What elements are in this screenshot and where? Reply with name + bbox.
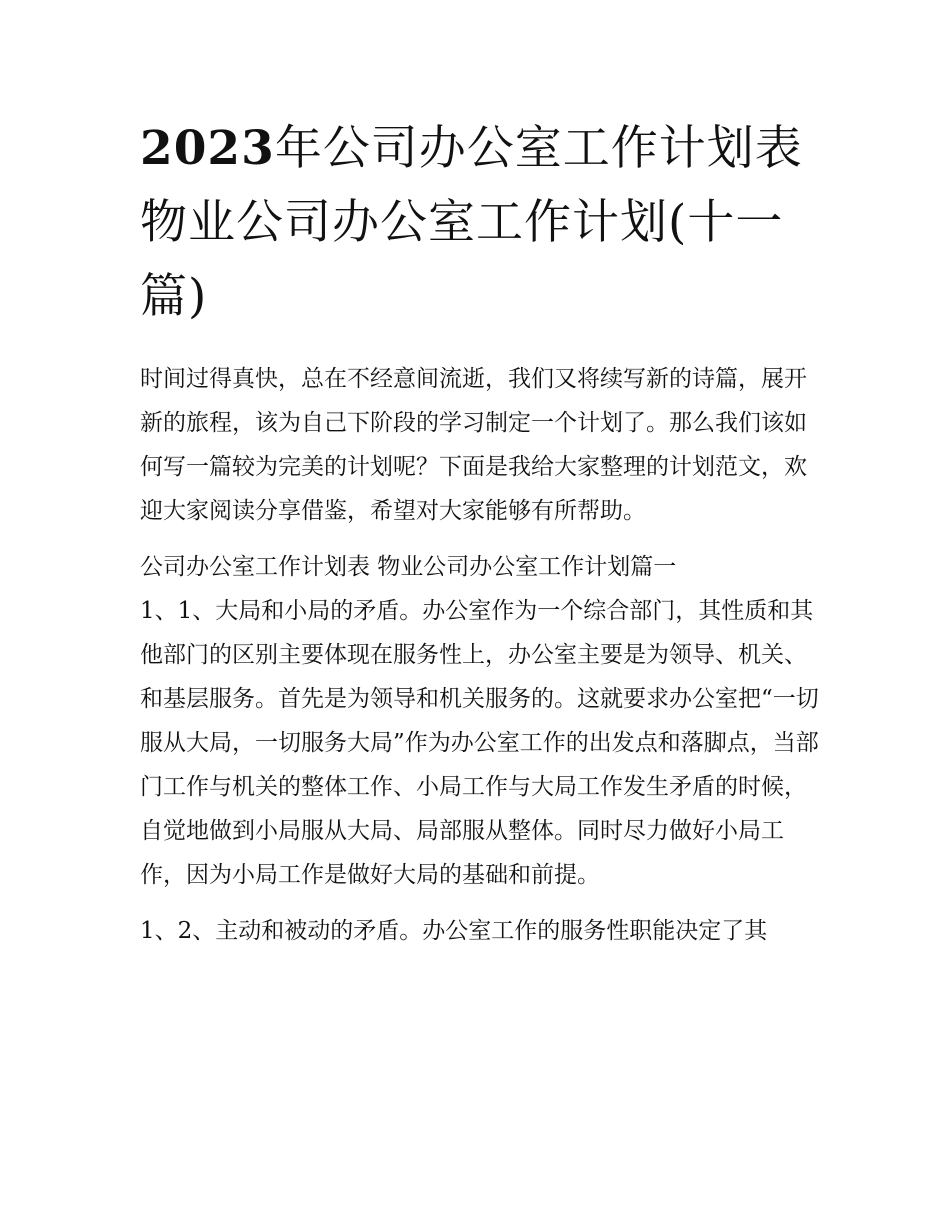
document-body — [140, 357, 820, 953]
item-paragraph-1: 1、1、大局和小局的矛盾。办公室作为一个综合部门，其性质和其他部门的区别主要体现在服务性上，办公室主要是为领导、机关、和基层服务。首先是为领导和机关服务的。这就要求办公室把“一切服从大局，一切服务大局”作为办公室工作的出发点和落脚点，当部门工作与机关的整体工作、小局工作与大局工作发生矛盾的时候，自觉地做到小局服从大局、局部服从整体。同时尽力做好小局工作，因为小局工作是做好大局的基础和前提。 — [140, 598, 819, 888]
title-text: 年公司办公室工作计划表物业公司办公室工作计划(十一篇) — [140, 121, 803, 324]
intro-paragraph: 时间过得真快，总在不经意间流逝，我们又将续写新的诗篇，展开新的旅程，该为自己下阶段的学习制定一个计划了。那么我们该如何写一篇较为完美的计划呢？下面是我给大家整理的计划范文，欢迎大家阅读分享借鉴，希望对大家能够有所帮助。 — [140, 366, 807, 524]
document-title — [140, 112, 820, 334]
section-heading: 公司办公室工作计划表 物业公司办公室工作计划篇一 — [140, 554, 677, 580]
item-paragraph-2: 1、2、主动和被动的矛盾。办公室工作的服务性职能决定了其 — [140, 918, 768, 944]
title-year: 2023 — [140, 121, 275, 176]
